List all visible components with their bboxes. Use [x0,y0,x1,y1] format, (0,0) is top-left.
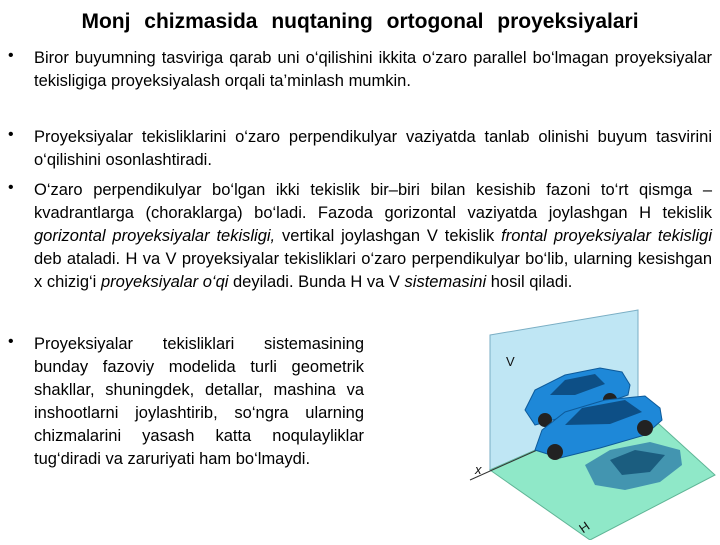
projection-planes-illustration [360,300,720,540]
bullet-text-4: Proyeksiyalar tekisliklari sistemasining bunday fazoviy modelida turli geometrik shakllar, shuningdek, detallar, mashina va inshootlarni joylashtirib, so‘ngra ularning chizmalarini yasash katta noqulayliklar tug‘diradi va zaruriyati ham bo‘lmaydi. [34,335,364,468]
bullet-marker: • [8,179,14,196]
text-run: O‘zaro perpendikulyar bo‘lgan ikki tekislik bir–biri bilan kesishib fazoni to‘rt qismga – kvadrantlarga (choraklarga) bo‘ladi. Fazoda gorizontal vaziyatda joylashgan H tekislik [34,181,712,222]
bullet-marker: • [8,47,14,64]
term-horizontal-plane: gorizontal proyeksiyalar tekisligi, [34,227,276,245]
bullet-marker: • [8,333,14,350]
text-run: deyiladi. Bunda H va V [228,273,405,291]
term-frontal-plane: frontal proyeksiyalar tekisligi [501,227,712,245]
page-title: Monj chizmasida nuqtaning ortogonal proyeksiyalari [81,10,639,33]
projection-planes-figure [360,300,720,540]
label-h: H [576,518,593,537]
label-x: x [475,462,482,477]
term-projection-axis: proyeksiyalar o‘qi [100,273,229,291]
text-run: deb ataladi. H va V proyeksiyalar tekisliklari o‘zaro perpendikulyar bo‘lib, ularning kesishgan x chizig‘i [34,250,712,291]
bullet-marker: • [8,126,14,143]
term-system: sistemasini [404,273,487,291]
bullet-text-2: Proyeksiyalar tekisliklarini o‘zaro perpendikulyar vaziyatda tanlab olinishi buyum tasvirini o‘qilishini osonlashtiradi. [34,128,712,169]
label-v: V [506,354,515,369]
bullet-text-3 [34,179,712,294]
text-run: hosil qiladi. [486,273,573,291]
bullet-text-1: Biror buyumning tasviriga qarab uni o‘qilishini ikkita o‘zaro parallel bo‘lmagan proyeksiyalar tekisligiga proyeksiyalash orqali ta’minlash mumkin. [34,49,712,90]
text-run: vertikal joylashgan V tekislik [275,227,502,245]
